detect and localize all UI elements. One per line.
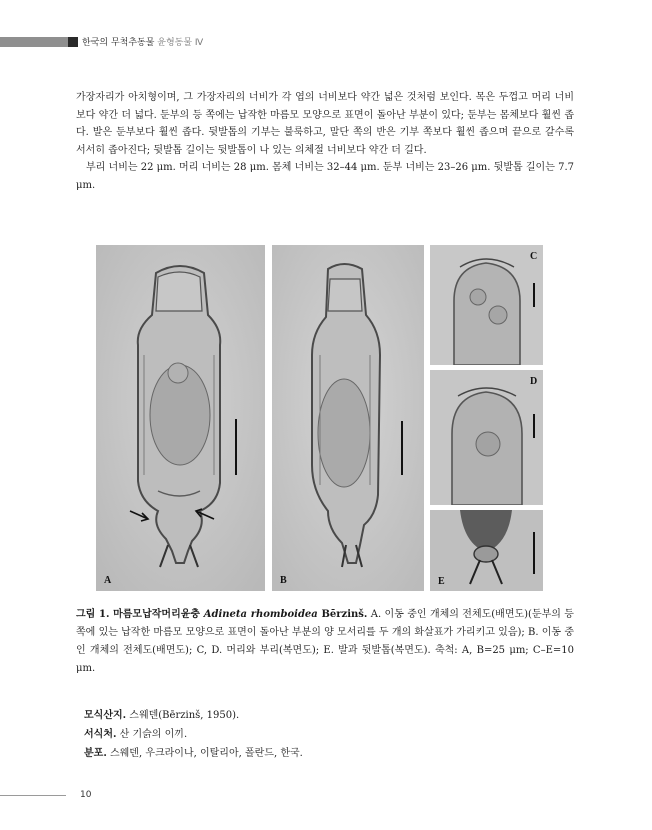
habitat-value: 산 기슭의 이끼. xyxy=(116,729,188,740)
distribution-label: 분포. xyxy=(84,748,107,759)
header-bar-gray xyxy=(0,37,68,47)
rotifer-micrograph-b xyxy=(272,245,424,591)
type-locality-value: 스웨덴(Bērzinš, 1950). xyxy=(126,710,240,721)
description-paragraph-1: 가장자리가 아치형이며, 그 가장자리의 너비가 각 엽의 너비보다 약간 넓은 것처럼 보인다. 목은 두껍고 머리 너비보다 약간 더 넓다. 둔부의 등 쪽에는 납작한 마름모 모양으로 표면이 돌아난 부분이 있다; 둔부는 몸체보다 훨씬 좁다. 발은 둔부보다 훨씬 좁다. 뒷발톱의 기부는 불룩하고, 말단 쪽의 반은 기부 쪽보다 훨씬 좁으며 끝으로 갈수록 서서히 좁아진다; 뒷발톱 길이는 뒷발톱이 나 있는 의체절 너비보다 약간 더 길다. xyxy=(76,92,574,156)
running-header xyxy=(82,35,203,48)
figure-panel-a xyxy=(96,245,265,591)
panel-label-a: A xyxy=(104,575,112,586)
type-locality xyxy=(84,706,564,725)
description-text xyxy=(76,89,574,194)
panel-label-c: C xyxy=(530,251,538,262)
description-paragraph-2: 부리 너비는 22 μm. 머리 너비는 28 μm. 몸체 너비는 32–44 μm. 둔부 너비는 23–26 μm. 뒷발톱 길이는 7.7 μm. xyxy=(76,162,574,191)
caption-body: A. 이동 중인 개체의 전체도(배면도)(둔부의 등 쪽에 있는 납작한 마름모 모양으로 표면이 돌아난 부분의 양 모서리를 두 개의 화살표가 가리키고 있음); B. 이동 중인 개체의 전체도(배면도); C, D. 머리와 부리(복면도); E. 발과 뒷발톱(복면도). 축척: A, B=25 μm; C–E=10 μm. xyxy=(76,609,574,674)
figure-caption xyxy=(76,606,574,678)
distribution-value: 스웨덴, 우크라이나, 이탈리아, 폴란드, 한국. xyxy=(106,748,303,759)
footer-rule xyxy=(0,795,66,796)
distribution xyxy=(84,744,564,763)
habitat-label: 서식처. xyxy=(84,729,117,740)
panel-label-d: D xyxy=(530,376,538,387)
caption-species: Adineta rhomboidea xyxy=(203,609,318,620)
figure-panel-b xyxy=(272,245,424,591)
rotifer-head-micrograph-c xyxy=(430,245,543,365)
species-info xyxy=(84,706,564,763)
header-section: 한국의 무척추동물 xyxy=(82,38,155,48)
caption-title: 그림 1. 마름모납작머리윤충 xyxy=(76,609,204,620)
header-subsection: 윤형동물 Ⅳ xyxy=(157,38,204,48)
figure-panel-e xyxy=(430,510,543,591)
type-locality-label: 모식산지. xyxy=(84,710,127,721)
caption-author: Bērzinš. xyxy=(317,609,368,620)
page-number: 10 xyxy=(80,790,92,800)
panel-label-b: B xyxy=(280,575,287,586)
habitat xyxy=(84,725,564,744)
figure-panel-d xyxy=(430,370,543,505)
figure-panel-c xyxy=(430,245,543,365)
panel-label-e: E xyxy=(438,576,445,587)
rotifer-head-micrograph-d xyxy=(430,370,543,505)
header-bar-dark xyxy=(68,37,78,47)
rotifer-micrograph-a xyxy=(96,245,265,591)
rotifer-foot-micrograph-e xyxy=(430,510,543,591)
